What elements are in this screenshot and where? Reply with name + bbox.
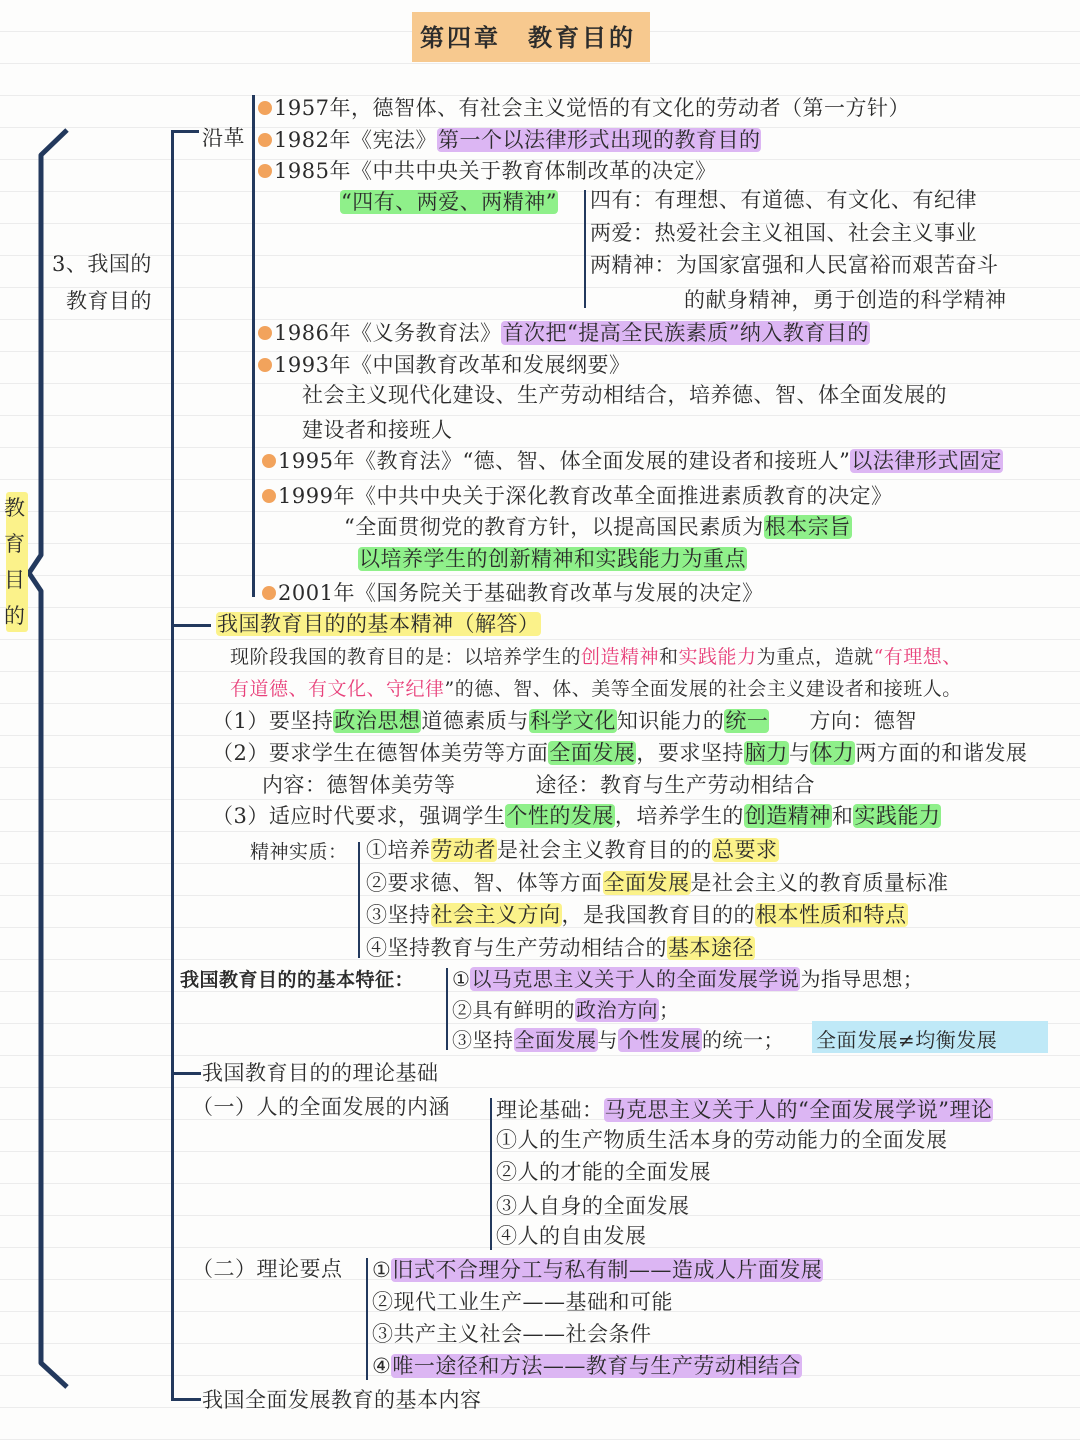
features-connector	[446, 968, 448, 1050]
theory-2-connector	[366, 1258, 368, 1380]
feature-1: ①以马克思主义关于人的全面发展学说为指导思想；	[452, 967, 924, 991]
features-title: 我国教育目的的基本特征：	[180, 969, 415, 991]
spirit-line1: 现阶段我国的教育目的是：以培养学生的创造精神和实践能力为重点，造就“有理想、	[230, 646, 962, 668]
theory-1-item-4: ④人的自由发展	[496, 1224, 647, 1248]
bullet-dot	[262, 586, 276, 600]
point-3: （3）适应时代要求，强调学生个性的发展，培养学生的创造精神和实践能力	[212, 804, 941, 828]
branch-spirit	[171, 624, 211, 627]
bullet-dot	[262, 489, 276, 503]
theory-2-item-4: ④唯一途径和方法——教育与生产劳动相结合	[372, 1354, 801, 1378]
siyou-quote: “四有、两爱、两精神”	[341, 190, 557, 214]
bullet-dot	[258, 101, 272, 115]
siyou-text: 四有：有理想、有道德、有文化、有纪律	[590, 188, 977, 212]
history-1999-line2: 以培养学生的创新精神和实践能力为重点	[359, 547, 746, 571]
history-1999: 1999年《中共中央关于深化教育改革全面推进素质教育的决定》	[262, 482, 892, 510]
theory-2-title: （二）理论要点	[192, 1257, 343, 1281]
side-label-char-1: 教	[4, 496, 26, 520]
yange-connector	[252, 95, 255, 597]
last-title: 我国全面发展教育的基本内容	[202, 1388, 482, 1412]
branch-yange	[171, 130, 199, 133]
theory-1-connector	[490, 1098, 492, 1250]
history-1993: 1993年《中国教育改革和发展纲要》	[258, 351, 630, 379]
side-label-char-4: 的	[4, 604, 26, 628]
theory-1-item-3: ③人自身的全面发展	[496, 1194, 690, 1218]
point-2: （2）要求学生在德智体美劳等方面全面发展，要求坚持脑力与体力两方面的和谐发展	[212, 741, 1028, 765]
yange-label: 沿革	[202, 126, 245, 150]
essence-connector	[358, 842, 360, 958]
liangai-text: 两爱：热爱社会主义祖国、社会主义事业	[590, 221, 977, 245]
essence-1: ①培养劳动者是社会主义教育目的的总要求	[366, 838, 778, 862]
theory-2-item-1: ①旧式不合理分工与私有制——造成人片面发展	[372, 1258, 823, 1282]
spirit-line2: 有道德、有文化、守纪律”的德、智、体、美等全面发展的社会主义建设者和接班人。	[230, 678, 962, 700]
feature-2: ②具有鲜明的政治方向；	[452, 998, 680, 1022]
bullet-dot	[258, 358, 272, 372]
theory-1-item-1: ①人的生产物质生活本身的劳动能力的全面发展	[496, 1128, 948, 1152]
liangjingshen-line2: 的献身精神，勇于创造的科学精神	[684, 288, 1007, 312]
history-1985: 1985年《中共中央关于教育体制改革的决定》	[258, 157, 716, 185]
bullet-dot	[258, 133, 272, 147]
branch-last	[171, 1398, 201, 1401]
side-label-char-3: 目	[4, 568, 26, 592]
history-1982: 1982年《宪法》第一个以法律形式出现的教育目的	[258, 126, 761, 154]
essence-4: ④坚持教育与生产劳动相结合的基本途径	[366, 936, 754, 960]
history-2001: 2001年《国务院关于基础教育改革与发展的决定》	[262, 579, 763, 607]
essence-2: ②要求德、智、体等方面全面发展是社会主义的教育质量标准	[366, 871, 949, 895]
point-1: （1）要坚持政治思想道德素质与科学文化知识能力的统一 方向：德智	[212, 709, 917, 733]
theory-2-item-3: ③共产主义社会——社会条件	[372, 1322, 652, 1346]
history-1995: 1995年《教育法》“德、智、体全面发展的建设者和接班人”以法律形式固定	[262, 447, 1003, 475]
section3-line1: 3、我国的	[52, 252, 152, 276]
theory-1-title: （一）人的全面发展的内涵	[192, 1095, 450, 1119]
theory-1-item-2: ②人的才能的全面发展	[496, 1160, 711, 1184]
history-1993-line2: 建设者和接班人	[302, 418, 453, 442]
theory-title: 我国教育目的的理论基础	[202, 1061, 439, 1085]
side-label-char-2: 育	[4, 532, 26, 556]
page-title: 第四章 教育目的	[420, 23, 636, 52]
essence-3: ③坚持社会主义方向，是我国教育目的的根本性质和特点	[366, 903, 907, 927]
bullet-dot	[258, 326, 272, 340]
history-1999-line1: “全面贯彻党的教育方针，以提高国民素质为根本宗旨	[344, 515, 851, 539]
main-connector	[171, 130, 174, 1400]
liangjingshen-line1: 两精神：为国家富强和人民富裕而艰苦奋斗	[590, 253, 999, 277]
section3-line2: 教育目的	[66, 289, 152, 313]
point-2-detail: 内容：德智体美劳等 途径：教育与生产劳动相结合	[262, 773, 815, 797]
history-1993-line1: 社会主义现代化建设、生产劳动相结合，培养德、智、体全面发展的	[302, 383, 947, 407]
feature-3: ③坚持全面发展与个性发展的统一；	[452, 1028, 784, 1052]
left-brace	[25, 125, 75, 1393]
bullet-dot	[258, 164, 272, 178]
branch-theory	[171, 1072, 201, 1075]
spirit-title: 我国教育目的的基本精神（解答）	[217, 612, 540, 636]
theory-2-item-2: ②现代工业生产——基础和可能	[372, 1290, 673, 1314]
feature-3-note: 全面发展≠均衡发展	[816, 1028, 998, 1052]
bullet-dot	[262, 454, 276, 468]
siyou-connector	[584, 190, 586, 308]
theory-1-basis: 理论基础：马克思主义关于人的“全面发展学说”理论	[496, 1098, 993, 1122]
essence-label: 精神实质：	[250, 841, 348, 863]
history-1957: 1957年，德智体、有社会主义觉悟的有文化的劳动者（第一方针）	[258, 94, 910, 122]
history-1986: 1986年《义务教育法》首次把“提高全民族素质”纳入教育目的	[258, 319, 870, 347]
